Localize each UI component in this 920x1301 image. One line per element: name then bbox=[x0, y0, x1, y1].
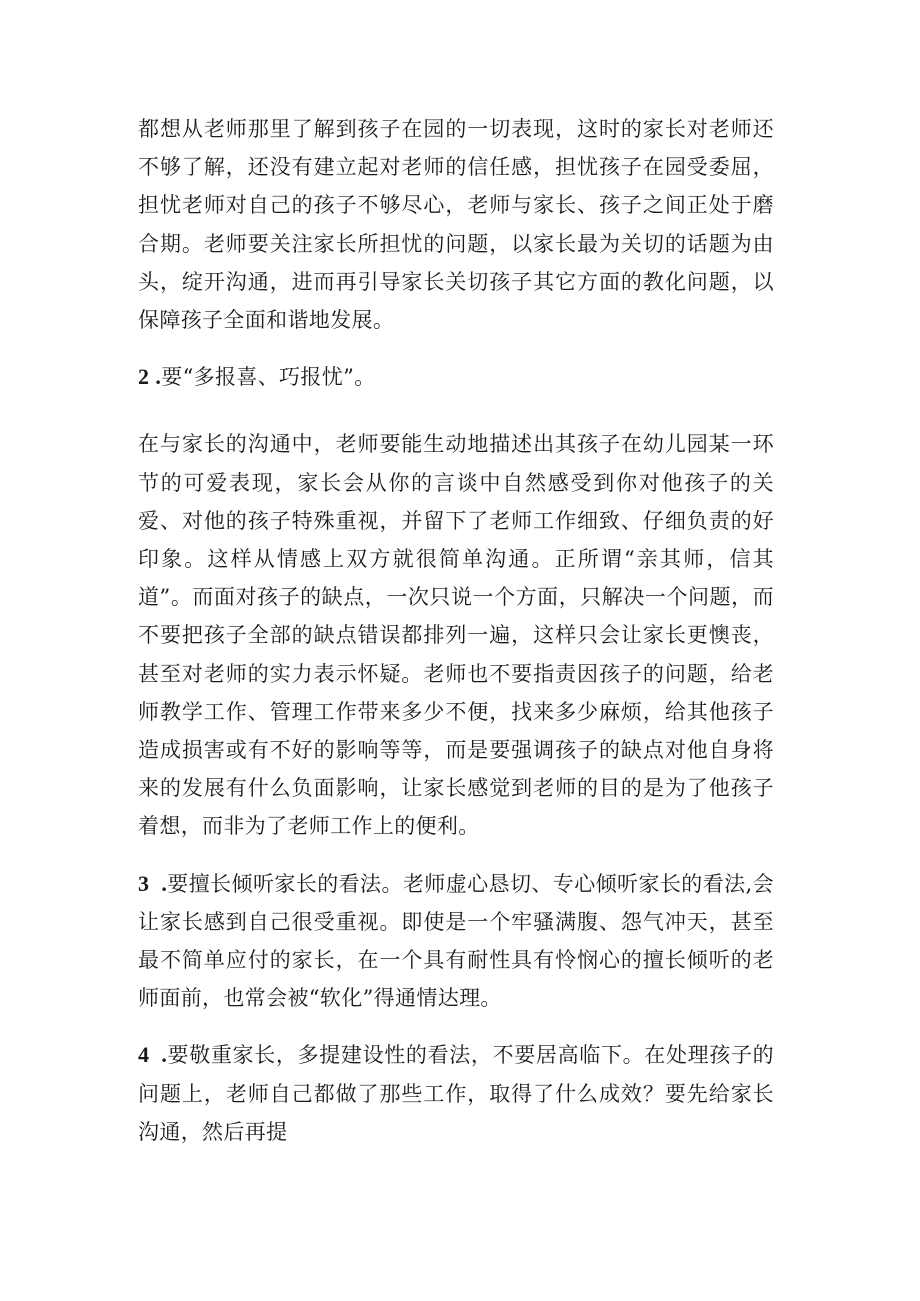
paragraph-gap bbox=[138, 1017, 774, 1036]
list-item-3 bbox=[138, 865, 774, 1018]
list-item-4-text: 要敬重家长，多提建设性的看法，不要居高临下。在处理孩子的问题上，老师自己都做了那些工作，取得了什么成效？要先给家长沟通，然后再提 bbox=[138, 1043, 774, 1144]
list-item-4-separator: . bbox=[161, 1042, 168, 1068]
list-item-2 bbox=[138, 358, 774, 396]
list-item-2-number: 2 bbox=[138, 364, 150, 390]
list-item-3-separator: . bbox=[161, 870, 168, 896]
document-body bbox=[138, 110, 774, 1151]
list-item-4 bbox=[138, 1036, 774, 1151]
list-item-3-text: 要擅长倾听家长的看法。老师虚心恳切、专心倾听家长的看法,会让家长感到自己很受重视。即使是一个牢骚满腹、怨气冲天，甚至最不简单应付的家长，在一个具有耐性具有怜悯心的擅长倾听的老师面前，也常会被“软化”得通情达理。 bbox=[138, 871, 774, 1011]
list-item-2-separator: . bbox=[155, 364, 162, 390]
paragraph-2: 在与家长的沟通中，老师要能生动地描述出其孩子在幼儿园某一环节的可爱表现，家长会从你的言谈中自然感受到你对他孩子的关爱、对他的孩子特殊重视，并留下了老师工作细致、仔细负责的好印象。这样从情感上双方就很简单沟通。正所谓“亲其师，信其道”。而面对孩子的缺点，一次只说一个方面，只解决一个问题，而不要把孩子全部的缺点错误都排列一遍，这样只会让家长更懊丧，甚至对老师的实力表示怀疑。老师也不要指责因孩子的问题，给老师教学工作、管理工作带来多少不便，找来多少麻烦，给其他孩子造成损害或有不好的影响等等，而是要强调孩子的缺点对他自身将来的发展有什么负面影响，让家长感觉到老师的目的是为了他孩子着想，而非为了老师工作上的便利。 bbox=[138, 432, 774, 839]
paragraph-1: 都想从老师那里了解到孩子在园的一切表现，这时的家长对老师还不够了解，还没有建立起对老师的信任感，担忧孩子在园受委屈，担忧老师对自己的孩子不够尽心，老师与家长、孩子之间正处于磨合期。老师要关注家长所担忧的问题，以家长最为关切的话题为由头，绽开沟通，进而再引导家长关切孩子其它方面的教化问题，以保障孩子全面和谐地发展。 bbox=[138, 117, 774, 333]
paragraph-gap bbox=[138, 846, 774, 865]
list-item-3-number: 3 bbox=[138, 870, 150, 896]
list-item-4-number: 4 bbox=[138, 1042, 150, 1068]
paragraph-gap bbox=[138, 396, 774, 425]
list-item-2-text: 要“多报喜、巧报忧”。 bbox=[161, 365, 376, 390]
paragraph-gap bbox=[138, 339, 774, 358]
